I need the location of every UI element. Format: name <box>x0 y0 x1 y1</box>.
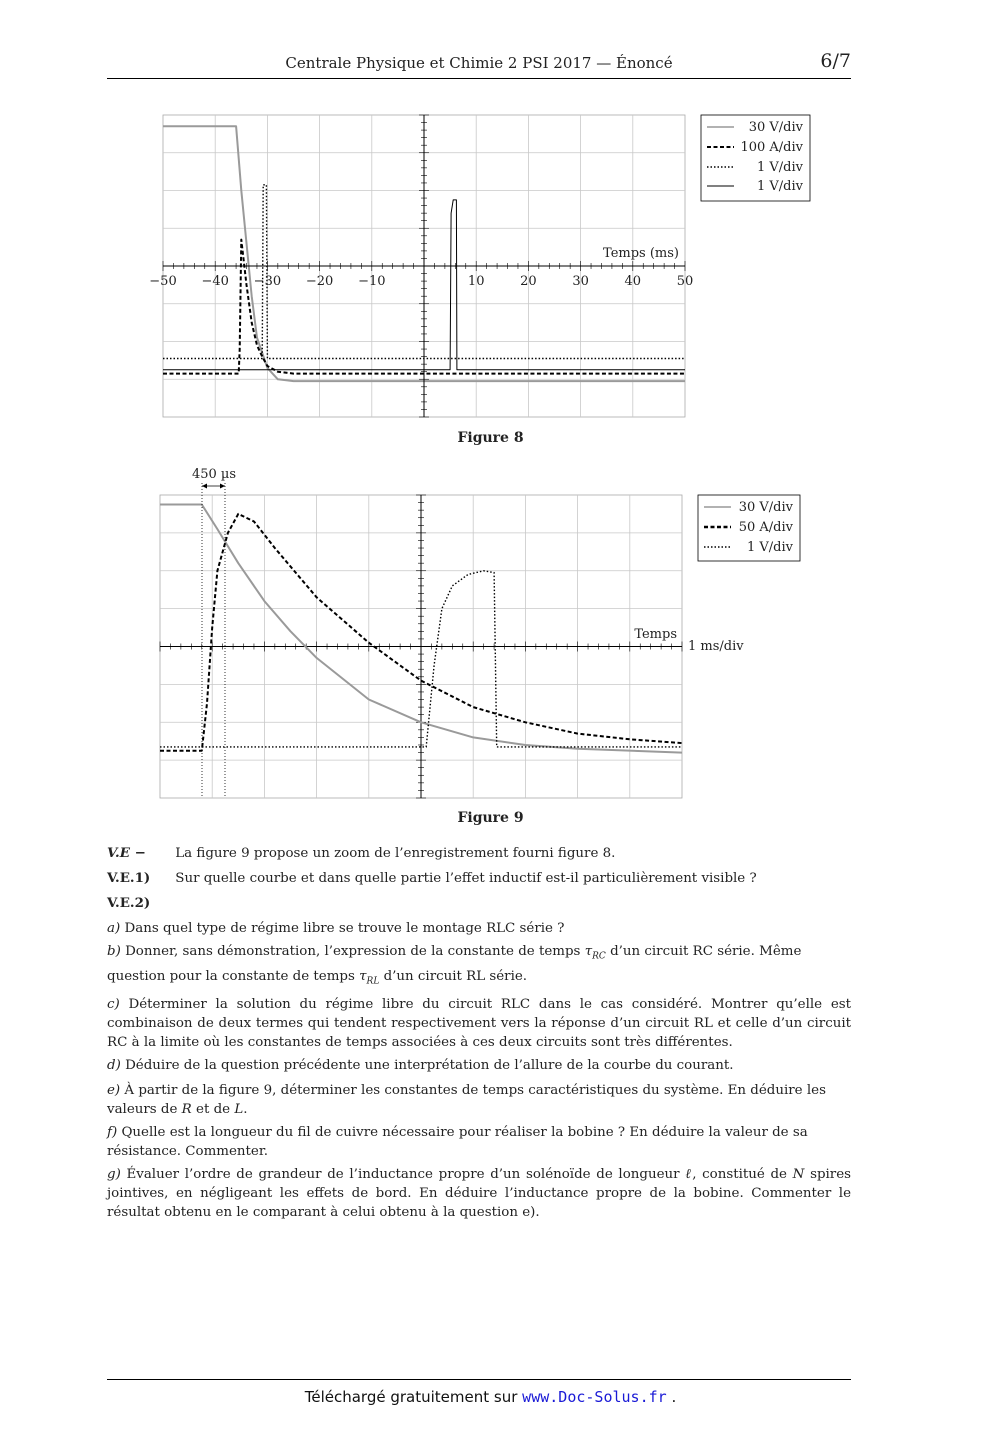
figure-8-time-label: Temps (ms) <box>603 246 679 261</box>
question-ve2-label: V.E.2) <box>107 895 151 911</box>
question-g <box>107 1165 851 1222</box>
question-ve-text: La figure 9 propose un zoom de l’enregistrement fourni figure 8. <box>175 846 616 861</box>
question-e <box>107 1081 851 1119</box>
question-g-text: Évaluer l’ordre de grandeur de l’inductance propre d’un solénoïde de longueur <box>126 1167 680 1183</box>
question-e-label: e) <box>107 1083 121 1099</box>
figure-8-x-tick-label: −40 <box>201 274 229 289</box>
question-d-text: Déduire de la question précédente une interprétation de l’allure de la courbe du courant. <box>125 1058 734 1074</box>
figure-8-x-tick-label: −30 <box>253 274 282 289</box>
question-b-label: b) <box>107 944 121 959</box>
question-ve1 <box>107 869 851 888</box>
figure-8-legend-entry: 100 A/div <box>740 140 803 155</box>
figure-9-legend <box>698 495 800 561</box>
footer-text: Téléchargé gratuitement sur <box>304 1388 518 1406</box>
question-a <box>107 919 851 938</box>
question-e-text: À partir de la figure 9, déterminer les constantes de temps caractéristiques du système. En déduire les valeurs de <box>107 1083 826 1118</box>
footer-rule <box>107 1379 851 1380</box>
question-f-text: Quelle est la longueur du fil de cuivre nécessaire pour réaliser la bobine ? En déduire la valeur de sa résistance. Commenter. <box>107 1125 808 1160</box>
question-g-label: g) <box>107 1167 121 1183</box>
figure-8-x-tick-label: −10 <box>358 274 386 289</box>
page-header <box>107 52 851 79</box>
figure-8-legend-entry: 1 V/div <box>757 160 803 175</box>
footer-end: . <box>671 1388 677 1406</box>
figure-8-x-tick-label: 50 <box>676 274 694 289</box>
tau-rl-symbol: τ <box>359 968 367 984</box>
symbol-r: R <box>181 1102 192 1118</box>
question-ve1-label: V.E.1) <box>107 870 151 886</box>
question-d-label: d) <box>107 1058 121 1074</box>
figure-8-caption: Figure 8 <box>457 430 524 446</box>
question-b <box>107 942 851 991</box>
question-c <box>107 995 851 1052</box>
symbol-l: L <box>234 1102 244 1118</box>
symbol-ell: ℓ <box>685 1167 693 1183</box>
page-footer <box>0 1388 981 1406</box>
question-a-text: Dans quel type de régime libre se trouve le montage RLC série ? <box>124 921 565 936</box>
figure-9-chart <box>140 462 820 807</box>
footer-link[interactable]: www.Doc-Solus.fr <box>522 1388 667 1406</box>
figure-8-legend <box>701 115 810 201</box>
figure-9-time-label: Temps <box>634 627 677 642</box>
figure-8-x-tick-label: −20 <box>305 274 334 289</box>
page-number: 6/7 <box>820 50 851 72</box>
figure-8-x-tick-label: 10 <box>467 274 485 289</box>
question-text <box>107 844 851 1222</box>
question-ve <box>107 844 851 863</box>
question-f <box>107 1123 851 1161</box>
zoom-annotation <box>192 467 236 798</box>
tau-rc-subscript: RC <box>592 951 606 962</box>
figure-8-legend-entry: 1 V/div <box>757 179 803 194</box>
question-d <box>107 1056 851 1075</box>
question-g-text: spires jointives, en négligeant les effets de bord. En déduire l’inductance propre de la bobine. Commenter le résultat obtenu en le comparant à celui obtenu à la question e). <box>107 1167 852 1221</box>
question-b-text: d’un circuit RC série. Même question pour la constante de temps <box>107 944 802 984</box>
figure-9-legend-entry: 30 V/div <box>738 500 793 515</box>
figure-8-x-tick-label: 30 <box>572 274 589 289</box>
figure-8-x-tick-label: −50 <box>149 274 177 289</box>
figure-9-caption: Figure 9 <box>457 810 524 826</box>
figure-8-legend-entry: 30 V/div <box>748 120 803 135</box>
figure-9-scale-label: 1 ms/div <box>688 639 744 654</box>
symbol-n: N <box>792 1167 805 1183</box>
question-f-label: f) <box>107 1125 118 1141</box>
question-b-text: Donner, sans démonstration, l’expression de la constante de temps <box>125 944 581 959</box>
question-g-text: , constitué de <box>692 1167 787 1183</box>
tau-rl-subscript: RL <box>366 976 380 987</box>
question-c-label: c) <box>107 997 120 1013</box>
question-ve2 <box>107 894 851 913</box>
figure-9-legend-entry: 1 V/div <box>747 540 793 555</box>
tau-rc-symbol: τ <box>584 944 593 959</box>
figure-8-x-tick-label: 20 <box>520 274 537 289</box>
header-title: Centrale Physique et Chimie 2 PSI 2017 — Énoncé <box>285 54 673 72</box>
zoom-label: 450 µs <box>191 467 237 482</box>
question-a-label: a) <box>107 921 121 936</box>
question-b-text: d’un circuit RL série. <box>383 968 528 984</box>
question-ve-label: V.E − <box>107 845 146 861</box>
question-c-text: Déterminer la solution du régime libre du circuit RLC dans le cas considéré. Montrer qu’elle est combinaison de deux termes qui tendent respectivement vers la réponse d’un circuit RL et celle d’un circuit RC à la limite où les constantes de temps associées à ces deux circuits sont très différentes. <box>107 997 852 1051</box>
figure-8-x-tick-label: 40 <box>624 274 642 289</box>
question-e-end: . <box>243 1102 248 1118</box>
question-e-text: et de <box>196 1102 231 1118</box>
figure-9-legend-entry: 50 A/div <box>738 520 793 535</box>
question-ve1-text: Sur quelle courbe et dans quelle partie l’effet inductif est-il particulièrement visible ? <box>175 871 757 886</box>
figure-8-chart <box>140 110 820 430</box>
